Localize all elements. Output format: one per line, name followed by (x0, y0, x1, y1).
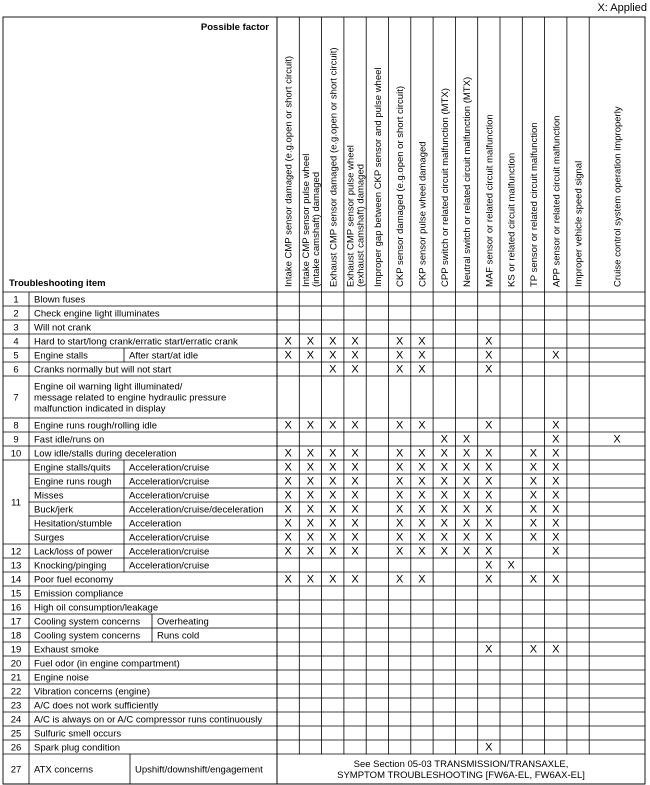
applied-mark: X (552, 531, 560, 544)
applied-mark: X (306, 489, 315, 502)
applied-mark: X (418, 349, 426, 362)
applied-mark: X (351, 447, 359, 460)
applied-mark: X (462, 489, 471, 502)
applied-mark: X (485, 349, 493, 362)
row-number: 19 (10, 644, 22, 656)
applied-mark: X (306, 461, 315, 474)
applied-mark: X (418, 503, 426, 516)
applied-mark: X (329, 531, 337, 544)
applied-mark: X (306, 531, 315, 544)
troubleshooting-item: Fast idle/runs on (34, 434, 105, 446)
troubleshooting-item: Exhaust smoke (34, 644, 99, 656)
row-number: 20 (10, 658, 22, 670)
item-condition: Acceleration/cruise (129, 490, 210, 502)
applied-mark: X (395, 335, 404, 348)
row-number: 23 (10, 700, 22, 712)
applied-mark: X (440, 475, 448, 488)
troubleshooting-item: message related to engine hydraulic pressure (34, 392, 227, 404)
applied-mark: X (418, 489, 426, 502)
factor-label: (exhaust camshaft) damaged (355, 163, 367, 287)
applied-mark: X (440, 545, 448, 558)
applied-mark: X (284, 349, 292, 362)
applied-mark: X (284, 489, 292, 502)
applied-mark: X (329, 419, 337, 432)
header-troubleshooting-item: Troubleshooting item (9, 278, 106, 289)
troubleshooting-item: Buck/jerk (34, 504, 74, 516)
troubleshooting-item: Surges (34, 532, 65, 544)
applied-mark: X (306, 573, 315, 586)
applied-mark: X (284, 335, 292, 348)
applied-mark: X (485, 573, 493, 586)
applied-mark: X (284, 545, 292, 558)
troubleshooting-item: Emission compliance (34, 588, 124, 600)
legend-applied: X: Applied (597, 2, 647, 14)
row-number: 22 (10, 686, 22, 698)
applied-mark: X (440, 461, 448, 474)
factor-label: (intake camshaft) damaged (310, 171, 322, 287)
applied-mark: X (306, 475, 315, 488)
applied-mark: X (306, 349, 315, 362)
row-number: 13 (10, 560, 22, 572)
troubleshooting-item: A/C does not work sufficiently (34, 700, 159, 712)
applied-mark: X (440, 531, 448, 544)
applied-mark: X (284, 447, 292, 460)
troubleshooting-item: Engine runs rough/rolling idle (34, 420, 158, 432)
troubleshooting-item: Fuel odor (in engine compartment) (34, 658, 180, 670)
applied-mark: X (485, 643, 493, 656)
applied-mark: X (395, 475, 404, 488)
troubleshooting-item: Lack/loss of power (34, 546, 113, 558)
row-number: 14 (10, 574, 22, 586)
factor-label: CKP sensor damaged (e.g.open or short circuit) (395, 85, 407, 287)
item-condition: Overheating (157, 616, 209, 628)
row-number: 16 (10, 602, 22, 614)
applied-mark: X (329, 447, 337, 460)
row-number: 6 (13, 364, 19, 376)
applied-mark: X (418, 517, 426, 530)
applied-mark: X (306, 419, 315, 432)
applied-mark: X (440, 517, 448, 530)
applied-mark: X (284, 419, 292, 432)
factor-label: KS or related circuit malfunction (506, 152, 518, 287)
applied-mark: X (552, 489, 560, 502)
applied-mark: X (351, 461, 359, 474)
applied-mark: X (351, 531, 359, 544)
troubleshooting-item: Will not crank (34, 322, 92, 334)
item-condition: Acceleration/cruise/deceleration (129, 504, 264, 516)
factor-label: Exhaust CMP sensor damaged (e.g.open or short circuit) (328, 47, 340, 287)
applied-mark: X (395, 531, 404, 544)
applied-mark: X (552, 433, 560, 446)
factor-label: Neutral switch or related circuit malfunction (MTX) (462, 76, 474, 287)
troubleshooting-item: Cooling system concerns (34, 616, 141, 628)
applied-mark: X (440, 447, 448, 460)
applied-mark: X (418, 545, 426, 558)
row-number: 24 (10, 714, 22, 726)
applied-mark: X (329, 573, 337, 586)
row-number: 15 (10, 588, 22, 600)
applied-mark: X (306, 545, 315, 558)
applied-mark: X (462, 475, 471, 488)
troubleshooting-item: Hard to start/long crank/erratic start/erratic crank (34, 336, 238, 348)
row-number: 25 (10, 728, 22, 740)
troubleshooting-item: Knocking/pinging (34, 560, 107, 572)
applied-mark: X (306, 335, 315, 348)
applied-mark: X (462, 503, 471, 516)
factor-label: CKP sensor pulse wheel damaged (417, 141, 429, 287)
row-number: 7 (13, 392, 19, 404)
applied-mark: X (284, 475, 292, 488)
factor-label: MAF sensor or related circuit malfunction (484, 114, 496, 287)
applied-mark: X (552, 517, 560, 530)
row-number: 27 (10, 764, 22, 776)
applied-mark: X (462, 447, 471, 460)
row-number: 11 (11, 497, 21, 509)
applied-mark: X (485, 335, 493, 348)
factor-label: Improper vehicle speed signal (573, 160, 585, 287)
row-number: 8 (13, 420, 19, 432)
applied-mark: X (552, 419, 560, 432)
applied-mark: X (395, 545, 404, 558)
applied-mark: X (351, 503, 359, 516)
applied-mark: X (485, 447, 493, 460)
troubleshooting-item: Engine stalls (34, 350, 88, 362)
troubleshooting-item: Cranks normally but will not start (34, 364, 172, 376)
applied-mark: X (351, 335, 359, 348)
applied-mark: X (485, 475, 493, 488)
troubleshooting-item: Misses (34, 490, 64, 502)
row-number: 5 (13, 350, 19, 362)
applied-mark: X (418, 335, 426, 348)
troubleshooting-item: Cooling system concerns (34, 630, 141, 642)
applied-mark: X (329, 545, 337, 558)
row-number: 1 (13, 294, 19, 306)
applied-mark: X (552, 643, 560, 656)
applied-mark: X (485, 419, 493, 432)
item-condition: Acceleration (129, 518, 182, 530)
applied-mark: X (418, 475, 426, 488)
applied-mark: X (462, 433, 471, 446)
applied-mark: X (485, 363, 493, 376)
troubleshooting-item: Hesitation/stumble (34, 518, 113, 530)
row-number: 21 (10, 672, 22, 684)
factor-label: Exhaust CMP sensor pulse wheel (345, 145, 357, 287)
applied-mark: X (485, 489, 493, 502)
factor-label: CPP switch or related circuit malfunction (MTX) (439, 88, 451, 287)
item-condition: Runs cold (157, 630, 200, 642)
troubleshooting-item: Poor fuel economy (34, 574, 114, 586)
troubleshooting-item: Low idle/stalls during deceleration (34, 448, 177, 460)
applied-mark: X (552, 573, 560, 586)
applied-mark: X (395, 419, 404, 432)
row-number: 2 (13, 308, 19, 320)
applied-mark: X (462, 461, 471, 474)
factor-label: Intake CMP sensor pulse wheel (300, 153, 312, 287)
applied-mark: X (462, 517, 471, 530)
applied-mark: X (485, 503, 493, 516)
row-number: 10 (10, 448, 22, 460)
troubleshooting-item: A/C is always on or A/C compressor runs continuously (34, 714, 263, 726)
applied-mark: X (552, 545, 560, 558)
factor-label: Improper gap between CKP sensor and pulse wheel (372, 67, 384, 287)
factor-label: TP sensor or related circuit malfunction (528, 122, 540, 287)
troubleshooting-item: Vibration concerns (engine) (34, 686, 151, 698)
applied-mark: X (507, 559, 515, 572)
applied-mark: X (485, 545, 493, 558)
applied-mark: X (485, 559, 493, 572)
applied-mark: X (529, 447, 538, 460)
item-condition: After start/at idle (129, 350, 199, 362)
applied-mark: X (395, 447, 404, 460)
applied-mark: X (485, 741, 493, 754)
item-condition: Acceleration/cruise (129, 476, 210, 488)
item-condition: Acceleration/cruise (129, 532, 210, 544)
item-condition: Acceleration/cruise (129, 462, 210, 474)
applied-mark: X (329, 489, 337, 502)
applied-mark: X (306, 517, 315, 530)
applied-mark: X (329, 503, 337, 516)
applied-mark: X (613, 433, 621, 446)
applied-mark: X (351, 475, 359, 488)
applied-mark: X (529, 573, 538, 586)
row-number: 17 (10, 616, 22, 628)
applied-mark: X (552, 349, 560, 362)
applied-mark: X (418, 573, 426, 586)
applied-mark: X (284, 517, 292, 530)
applied-mark: X (552, 447, 560, 460)
applied-mark: X (485, 517, 493, 530)
applied-mark: X (485, 461, 493, 474)
applied-mark: X (395, 363, 404, 376)
row-number: 9 (13, 434, 19, 446)
applied-mark: X (351, 363, 359, 376)
applied-mark: X (351, 349, 359, 362)
applied-mark: X (462, 545, 471, 558)
applied-mark: X (529, 517, 538, 530)
troubleshooting-item: malfunction indicated in display (34, 403, 166, 415)
applied-mark: X (395, 573, 404, 586)
applied-mark: X (552, 461, 560, 474)
applied-mark: X (418, 419, 426, 432)
applied-mark: X (306, 447, 315, 460)
applied-mark: X (395, 489, 404, 502)
applied-mark: X (284, 531, 292, 544)
applied-mark: X (284, 573, 292, 586)
applied-mark: X (351, 517, 359, 530)
troubleshooting-item: Engine oil warning light illuminated/ (34, 381, 183, 393)
applied-mark: X (440, 503, 448, 516)
applied-mark: X (418, 447, 426, 460)
item-condition: Upshift/downshift/engagement (135, 764, 263, 776)
row-number: 26 (10, 742, 22, 754)
applied-mark: X (395, 517, 404, 530)
applied-mark: X (351, 573, 359, 586)
item-condition: Acceleration/cruise (129, 560, 210, 572)
applied-mark: X (329, 461, 337, 474)
troubleshooting-item: Spark plug condition (34, 742, 121, 754)
item-condition: Acceleration/cruise (129, 546, 210, 558)
see-section-note: See Section 05-03 TRANSMISSION/TRANSAXLE, (353, 759, 569, 770)
row-number: 4 (13, 336, 19, 348)
applied-mark: X (395, 461, 404, 474)
applied-mark: X (462, 531, 471, 544)
applied-mark: X (529, 531, 538, 544)
applied-mark: X (284, 503, 292, 516)
applied-mark: X (485, 531, 493, 544)
header-possible-factor: Possible factor (200, 22, 269, 33)
row-number: 18 (10, 630, 22, 642)
applied-mark: X (329, 335, 337, 348)
troubleshooting-item: Engine stalls/quits (34, 462, 111, 474)
troubleshooting-item: Blown fuses (34, 294, 86, 306)
factor-label: Cruise control system operation improperly (612, 106, 624, 287)
row-number: 3 (13, 322, 19, 334)
applied-mark: X (329, 517, 337, 530)
troubleshooting-item: Check engine light illuminates (34, 308, 160, 320)
troubleshooting-item: Engine runs rough (34, 476, 112, 488)
factor-label: APP sensor or related circuit malfunction (551, 115, 563, 287)
applied-mark: X (529, 643, 538, 656)
applied-mark: X (418, 461, 426, 474)
troubleshooting-item: ATX concerns (34, 764, 93, 776)
applied-mark: X (440, 489, 448, 502)
applied-mark: X (529, 503, 538, 516)
applied-mark: X (351, 489, 359, 502)
troubleshooting-item: Engine noise (34, 672, 89, 684)
applied-mark: X (395, 503, 404, 516)
see-section-note: SYMPTOM TROUBLESHOOTING [FW6A-EL, FW6AX-EL] (337, 770, 585, 781)
applied-mark: X (552, 475, 560, 488)
applied-mark: X (284, 461, 292, 474)
applied-mark: X (440, 433, 448, 446)
applied-mark: X (529, 475, 538, 488)
applied-mark: X (418, 531, 426, 544)
applied-mark: X (306, 503, 315, 516)
applied-mark: X (395, 349, 404, 362)
applied-mark: X (529, 461, 538, 474)
troubleshooting-item: Sulfuric smell occurs (34, 728, 122, 740)
applied-mark: X (351, 419, 359, 432)
row-number: 12 (10, 546, 22, 558)
factor-label: Intake CMP sensor damaged (e.g.open or short circuit) (283, 55, 295, 287)
applied-mark: X (351, 545, 359, 558)
applied-mark: X (552, 503, 560, 516)
applied-mark: X (329, 349, 337, 362)
applied-mark: X (329, 363, 337, 376)
applied-mark: X (329, 475, 337, 488)
applied-mark: X (418, 363, 426, 376)
troubleshooting-item: High oil consumption/leakage (34, 602, 159, 614)
applied-mark: X (529, 489, 538, 502)
